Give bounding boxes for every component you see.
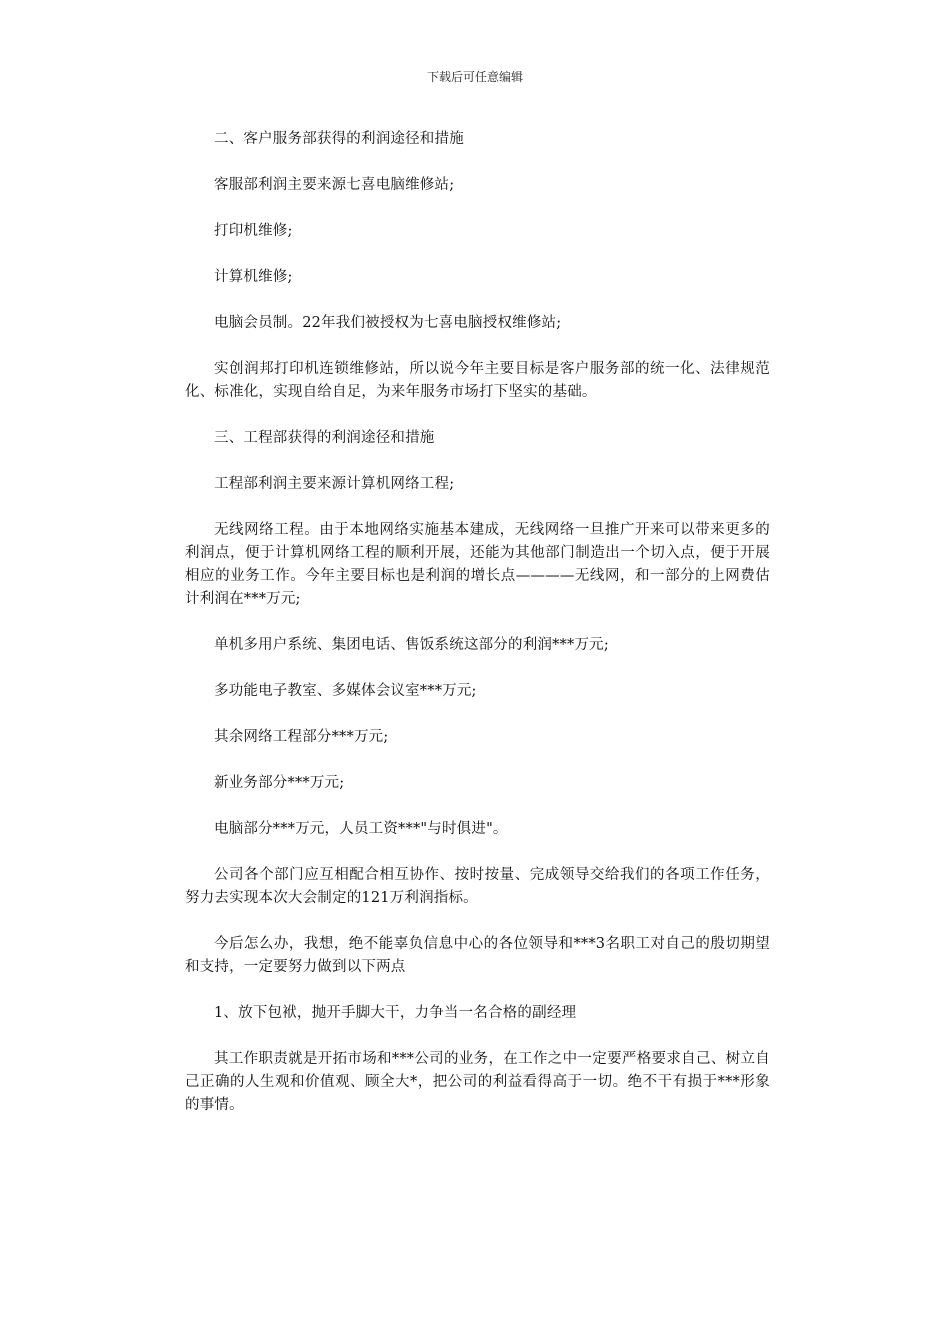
paragraph: 单机多用户系统、集团电话、售饭系统这部分的利润***万元;: [214, 637, 609, 653]
paragraph: 工程部利润主要来源计算机网络工程;: [214, 476, 455, 492]
paragraph: 多功能电子教室、多媒体会议室***万元;: [214, 683, 477, 699]
list-item-heading: 1、放下包袱，抛开手脚大干，力争当一名合格的副经理: [214, 1005, 577, 1021]
section-heading-engineering: 三、工程部获得的利润途径和措施: [214, 430, 435, 446]
paragraph: 客服部利润主要来源七喜电脑维修站;: [214, 177, 455, 193]
paragraph: 今后怎么办，我想，绝不能辜负信息中心的各位领导和***3名职工对自己的殷切期望和支持，一定要努力做到以下两点: [185, 936, 770, 975]
paragraph: 其余网络工程部分***万元;: [214, 729, 389, 745]
paragraph: 实创润邦打印机连锁维修站，所以说今年主要目标是客户服务部的统一化、法律规范化、标准化，实现自给自足，为来年服务市场打下坚实的基础。: [185, 361, 770, 400]
document-body: [185, 128, 770, 1140]
paragraph: 打印机维修;: [214, 223, 293, 239]
paragraph: 无线网络工程。由于本地网络实施基本建成，无线网络一旦推广开来可以带来更多的利润点，便于计算机网络工程的顺利开展，还能为其他部门制造出一个切入点，便于开展相应的业务工作。今年主要目标也是利润的增长点————无线网，和一部分的上网费估计利润在***万元;: [185, 522, 770, 607]
paragraph: 电脑部分***万元，人员工资***"与时俱进"。: [214, 821, 508, 837]
page-header: 下载后可任意编辑: [426, 70, 523, 84]
paragraph: 新业务部分***万元;: [214, 775, 345, 791]
section-heading-customer-service: 二、客户服务部获得的利润途径和措施: [214, 131, 464, 147]
paragraph: 电脑会员制。22年我们被授权为七喜电脑授权维修站;: [214, 315, 562, 331]
paragraph: 计算机维修;: [214, 269, 293, 285]
paragraph: 其工作职责就是开拓市场和***公司的业务，在工作之中一定要严格要求自己、树立自己正确的人生观和价值观、顾全大*，把公司的利益看得高于一切。绝不干有损于***形象的事情。: [185, 1051, 770, 1113]
paragraph: 公司各个部门应互相配合相互协作、按时按量、完成领导交给我们的各项工作任务，努力去实现本次大会制定的121万利润指标。: [185, 867, 770, 906]
